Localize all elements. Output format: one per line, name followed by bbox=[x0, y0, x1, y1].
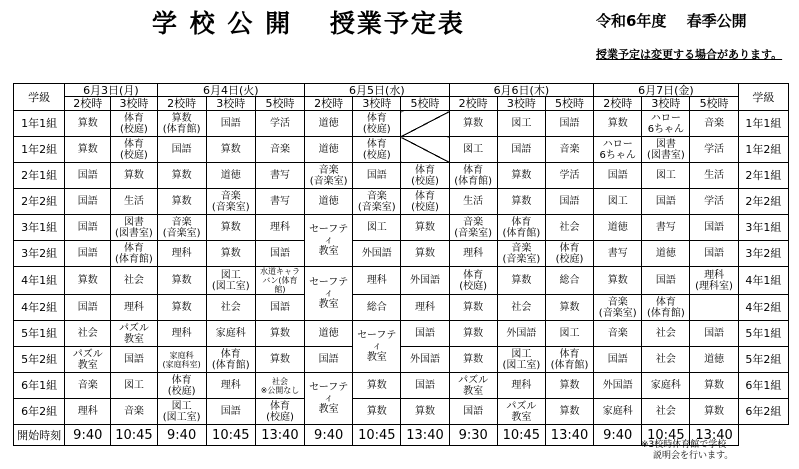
schedule-cell: パズル 教室 bbox=[65, 347, 111, 373]
schedule-cell: 音楽 (音楽室) bbox=[449, 215, 497, 241]
safety-class-cell: セーフティ 教室 bbox=[305, 267, 353, 321]
schedule-cell: 国語 bbox=[545, 189, 593, 215]
schedule-cell: 理科 bbox=[65, 399, 111, 425]
start-time: 13:40 bbox=[545, 425, 593, 446]
footnote-line-2: 説明会を行います。 bbox=[653, 451, 734, 461]
schedule-cell: 理科 bbox=[497, 373, 545, 399]
schedule-cell: 国語 bbox=[255, 295, 304, 321]
start-time: 9:40 bbox=[305, 425, 353, 446]
class-label: 4年1組 bbox=[738, 267, 788, 295]
schedule-cell: 体育 (体育館) bbox=[497, 215, 545, 241]
schedule-cell: 理科 bbox=[255, 215, 304, 241]
day-header: 6月7日(金) bbox=[594, 84, 739, 97]
schedule-cell: 算数 (体育館) bbox=[157, 111, 206, 137]
schedule-cell: 体育 (校庭) bbox=[157, 373, 206, 399]
schedule-cell: 国語 bbox=[690, 321, 738, 347]
header-period-row bbox=[14, 97, 789, 111]
day-header: 6月3日(月) bbox=[65, 84, 157, 97]
start-time: 9:30 bbox=[449, 425, 497, 446]
schedule-cell: 図工 bbox=[545, 321, 593, 347]
start-time: 9:40 bbox=[157, 425, 206, 446]
class-label: 5年2組 bbox=[738, 347, 788, 373]
start-time: 13:40 bbox=[255, 425, 304, 446]
start-time: 9:40 bbox=[594, 425, 642, 446]
period-header: 2校時 bbox=[449, 97, 497, 111]
start-time-label: 開始時刻 bbox=[14, 425, 65, 446]
schedule-cell: 国語 bbox=[206, 399, 255, 425]
schedule-cell: 算数 bbox=[65, 111, 111, 137]
schedule-cell: 家庭科 (家庭科室) bbox=[157, 347, 206, 373]
schedule-cell: パズル 教室 bbox=[449, 373, 497, 399]
schedule-cell: 国語 bbox=[690, 215, 738, 241]
table-row bbox=[14, 347, 789, 373]
schedule-cell: 図工 bbox=[642, 163, 690, 189]
footnote-line-1: ※3校時体育館で学校 bbox=[641, 440, 727, 450]
class-label: 4年2組 bbox=[738, 295, 788, 321]
schedule-cell: 理科 bbox=[157, 241, 206, 267]
schedule-cell: 体育 (体育館) bbox=[545, 347, 593, 373]
table-row bbox=[14, 399, 789, 425]
safety-class-cell: セーフティ 教室 bbox=[353, 321, 401, 373]
schedule-cell: 道徳 bbox=[594, 215, 642, 241]
schedule-cell: ハロー 6ちゃん bbox=[642, 111, 690, 137]
class-label: 2年2組 bbox=[738, 189, 788, 215]
class-label: 5年2組 bbox=[14, 347, 65, 373]
class-label: 1年2組 bbox=[14, 137, 65, 163]
schedule-cell: 理科 bbox=[353, 267, 401, 295]
period-header: 3校時 bbox=[497, 97, 545, 111]
period-header: 2校時 bbox=[65, 97, 111, 111]
schedule-cell: 図工 (図工室) bbox=[206, 267, 255, 295]
schedule-cell: 体育 (校庭) bbox=[353, 111, 401, 137]
schedule-cell: 体育 (校庭) bbox=[111, 137, 157, 163]
schedule-cell: 国語 bbox=[65, 295, 111, 321]
schedule-cell: 理科 bbox=[157, 321, 206, 347]
schedule-cell: 図工 bbox=[594, 189, 642, 215]
table-row bbox=[14, 295, 789, 321]
class-label: 5年1組 bbox=[738, 321, 788, 347]
schedule-cell: 外国語 bbox=[401, 347, 449, 373]
schedule-cell: 体育 (体育館) bbox=[642, 295, 690, 321]
safety-class-cell: セーフティ 教室 bbox=[305, 373, 353, 425]
schedule-cell: 図工 bbox=[111, 373, 157, 399]
schedule-cell: 道徳 bbox=[206, 163, 255, 189]
schedule-cell: 生活 bbox=[449, 189, 497, 215]
schedule-cell: 外国語 bbox=[497, 321, 545, 347]
schedule-cell: 体育 (校庭) bbox=[353, 137, 401, 163]
schedule-cell: 音楽 bbox=[690, 111, 738, 137]
schedule-cell: 国語 bbox=[353, 163, 401, 189]
class-label: 1年1組 bbox=[14, 111, 65, 137]
schedule-cell: 外国語 bbox=[353, 241, 401, 267]
schedule-cell: 算数 bbox=[594, 267, 642, 295]
schedule-cell: 理科 bbox=[206, 373, 255, 399]
start-time: 10:45 bbox=[642, 425, 690, 446]
schedule-cell: 音楽 (音楽室) bbox=[497, 241, 545, 267]
safety-class-cell: セーフティ 教室 bbox=[305, 215, 353, 267]
schedule-cell: 算数 bbox=[449, 111, 497, 137]
schedule-cell: 算数 bbox=[449, 295, 497, 321]
change-notice: 授業予定は変更する場合があります。 bbox=[596, 48, 783, 61]
schedule-cell: 国語 bbox=[497, 137, 545, 163]
schedule-cell: 算数 bbox=[401, 241, 449, 267]
schedule-cell: 国語 bbox=[401, 373, 449, 399]
schedule-cell: 書写 bbox=[255, 189, 304, 215]
schedule-cell: 書写 bbox=[255, 163, 304, 189]
schedule-cell: 社会 bbox=[111, 267, 157, 295]
schedule-cell: 算数 bbox=[157, 295, 206, 321]
schedule-cell: 総合 bbox=[545, 267, 593, 295]
schedule-cell: 図書 (図書室) bbox=[111, 215, 157, 241]
table-row bbox=[14, 241, 789, 267]
schedule-cell: 算数 bbox=[255, 347, 304, 373]
schedule-cell: 図工 bbox=[353, 215, 401, 241]
schedule-cell: 理科 bbox=[449, 241, 497, 267]
schedule-cell: パズル 教室 bbox=[497, 399, 545, 425]
schedule-cell: 道徳 bbox=[305, 321, 353, 347]
schedule-cell: 国語 bbox=[690, 241, 738, 267]
schedule-cell: 国語 bbox=[65, 241, 111, 267]
schedule-cell: 学活 bbox=[690, 189, 738, 215]
schedule-cell: 国語 bbox=[255, 241, 304, 267]
schedule-cell: 理科 bbox=[111, 295, 157, 321]
schedule-cell: 社会 bbox=[65, 321, 111, 347]
schedule-cell: 算数 bbox=[65, 137, 111, 163]
blank-cell bbox=[738, 425, 788, 446]
schedule-cell: 体育 (校庭) bbox=[255, 399, 304, 425]
schedule-cell: 体育 (校庭) bbox=[401, 189, 449, 215]
start-time: 10:45 bbox=[497, 425, 545, 446]
schedule-cell: 理科 (理科室) bbox=[690, 267, 738, 295]
period-header: 2校時 bbox=[157, 97, 206, 111]
period-header: 5校時 bbox=[690, 97, 738, 111]
schedule-cell: 音楽 bbox=[594, 321, 642, 347]
schedule-cell: 道徳 bbox=[305, 111, 353, 137]
schedule-cell: 国語 bbox=[65, 189, 111, 215]
schedule-cell: 算数 bbox=[65, 267, 111, 295]
schedule-cell: 図工 (図工室) bbox=[157, 399, 206, 425]
class-label: 2年1組 bbox=[738, 163, 788, 189]
schedule-cell: 算数 bbox=[353, 399, 401, 425]
schedule-cell: 音楽 (音楽室) bbox=[353, 189, 401, 215]
schedule-cell: 算数 bbox=[545, 399, 593, 425]
schedule-cell: 国語 bbox=[449, 399, 497, 425]
schedule-cell: 体育 (体育館) bbox=[206, 347, 255, 373]
schedule-cell: 学活 bbox=[255, 111, 304, 137]
class-label: 6年1組 bbox=[14, 373, 65, 399]
schedule-cell: 算数 bbox=[353, 373, 401, 399]
day-header: 6月5日(水) bbox=[305, 84, 450, 97]
table-row bbox=[14, 163, 789, 189]
table-row bbox=[14, 111, 789, 137]
schedule-cell: 算数 bbox=[497, 163, 545, 189]
day-header: 6月6日(木) bbox=[449, 84, 594, 97]
schedule-cell: 家庭科 bbox=[206, 321, 255, 347]
class-label: 6年2組 bbox=[14, 399, 65, 425]
schedule-cell: 外国語 bbox=[401, 267, 449, 295]
class-label: 6年1組 bbox=[738, 373, 788, 399]
class-label: 3年2組 bbox=[738, 241, 788, 267]
class-label: 4年1組 bbox=[14, 267, 65, 295]
schedule-cell: 書写 bbox=[642, 215, 690, 241]
day-header: 6月4日(火) bbox=[157, 84, 305, 97]
class-label: 3年2組 bbox=[14, 241, 65, 267]
schedule-cell: 道徳 bbox=[642, 241, 690, 267]
schedule-cell: 算数 bbox=[401, 399, 449, 425]
table-row bbox=[14, 215, 789, 241]
schedule-cell: 音楽 (音楽室) bbox=[594, 295, 642, 321]
schedule-cell: 生活 bbox=[111, 189, 157, 215]
schedule-cell: 体育 (校庭) bbox=[449, 267, 497, 295]
schedule-cell: 算数 bbox=[449, 321, 497, 347]
schedule-cell: 算数 bbox=[206, 215, 255, 241]
schedule-cell: 図書 (図書室) bbox=[642, 137, 690, 163]
blank-cell bbox=[401, 111, 449, 137]
schedule-cell: 図工 bbox=[449, 137, 497, 163]
period-header: 3校時 bbox=[111, 97, 157, 111]
class-label: 6年2組 bbox=[738, 399, 788, 425]
footnote bbox=[641, 440, 733, 462]
schedule-cell: 算数 bbox=[690, 373, 738, 399]
blank-cell bbox=[401, 137, 449, 163]
schedule-cell: 国語 bbox=[206, 111, 255, 137]
period-header: 2校時 bbox=[594, 97, 642, 111]
schedule-cell: 国語 bbox=[65, 163, 111, 189]
schedule-cell: 算数 bbox=[157, 267, 206, 295]
schedule-cell: 算数 bbox=[545, 295, 593, 321]
class-label: 3年1組 bbox=[14, 215, 65, 241]
schedule-cell: 体育 (体育館) bbox=[111, 241, 157, 267]
class-label: 3年1組 bbox=[738, 215, 788, 241]
class-label: 4年2組 bbox=[14, 295, 65, 321]
schedule-cell: 外国語 bbox=[594, 373, 642, 399]
grade-header: 学級 bbox=[738, 84, 788, 111]
start-time: 9:40 bbox=[65, 425, 111, 446]
schedule-cell: 国語 bbox=[157, 137, 206, 163]
class-label: 2年2組 bbox=[14, 189, 65, 215]
schedule-cell: 算数 bbox=[206, 241, 255, 267]
schedule-cell: 音楽 (音楽室) bbox=[305, 163, 353, 189]
period-header: 3校時 bbox=[206, 97, 255, 111]
period-header: 2校時 bbox=[305, 97, 353, 111]
schedule-cell: 図工 bbox=[497, 111, 545, 137]
table-row bbox=[14, 373, 789, 399]
table-row bbox=[14, 321, 789, 347]
schedule-cell: 書写 bbox=[594, 241, 642, 267]
schedule-cell: 音楽 bbox=[255, 137, 304, 163]
grade-header: 学級 bbox=[14, 84, 65, 111]
schedule-cell: 道徳 bbox=[305, 189, 353, 215]
page-title: 学 校 公 開 授業予定表 bbox=[152, 9, 465, 38]
schedule-cell: 音楽 bbox=[545, 137, 593, 163]
schedule-cell: 社会 bbox=[642, 321, 690, 347]
schedule-cell: 国語 bbox=[111, 347, 157, 373]
period-header: 3校時 bbox=[353, 97, 401, 111]
schedule-cell: 理科 bbox=[401, 295, 449, 321]
schedule-cell: ハロー 6ちゃん bbox=[594, 137, 642, 163]
schedule-cell: 音楽 (音楽室) bbox=[206, 189, 255, 215]
schedule-cell: 学活 bbox=[545, 163, 593, 189]
schedule-cell: 音楽 bbox=[65, 373, 111, 399]
schedule-cell: 算数 bbox=[594, 111, 642, 137]
start-time: 10:45 bbox=[353, 425, 401, 446]
schedule-cell: 音楽 bbox=[111, 399, 157, 425]
start-time: 13:40 bbox=[690, 425, 738, 446]
schedule-cell: 算数 bbox=[497, 267, 545, 295]
schedule-cell: 国語 bbox=[305, 347, 353, 373]
period-header: 5校時 bbox=[255, 97, 304, 111]
schedule-cell: 体育 (体育館) bbox=[449, 163, 497, 189]
schedule-cell: 社会 ※公開なし bbox=[255, 373, 304, 399]
schedule-cell: 社会 bbox=[642, 399, 690, 425]
class-label: 1年2組 bbox=[738, 137, 788, 163]
schedule-cell: 水道キャラ バン(体育 館) bbox=[255, 267, 304, 295]
schedule-cell: 道徳 bbox=[305, 137, 353, 163]
table-row bbox=[14, 267, 789, 295]
schedule-cell: 社会 bbox=[206, 295, 255, 321]
period-header: 3校時 bbox=[642, 97, 690, 111]
header-date-row bbox=[14, 84, 789, 97]
schedule-cell: 算数 bbox=[157, 163, 206, 189]
schedule-cell: 算数 bbox=[545, 373, 593, 399]
class-label: 5年1組 bbox=[14, 321, 65, 347]
schedule-cell: パズル 教室 bbox=[111, 321, 157, 347]
start-time: 10:45 bbox=[206, 425, 255, 446]
schedule-cell: 家庭科 bbox=[642, 373, 690, 399]
schedule-cell: 国語 bbox=[642, 267, 690, 295]
table-row bbox=[14, 137, 789, 163]
schedule-cell: 生活 bbox=[690, 163, 738, 189]
start-time: 13:40 bbox=[401, 425, 449, 446]
schedule-cell: 社会 bbox=[642, 347, 690, 373]
schedule-cell: 算数 bbox=[449, 347, 497, 373]
schedule-cell: 算数 bbox=[401, 215, 449, 241]
term-label: 令和6年度 春季公開 bbox=[596, 12, 747, 30]
schedule-cell: 体育 (校庭) bbox=[401, 163, 449, 189]
schedule-cell: 算数 bbox=[111, 163, 157, 189]
schedule-cell: 国語 bbox=[594, 163, 642, 189]
schedule-table bbox=[13, 83, 789, 446]
schedule-cell: 社会 bbox=[545, 215, 593, 241]
schedule-cell: 図工 (図工室) bbox=[497, 347, 545, 373]
schedule-cell: 学活 bbox=[690, 137, 738, 163]
schedule-cell: 総合 bbox=[353, 295, 401, 321]
schedule-cell: 家庭科 bbox=[594, 399, 642, 425]
schedule-cell: 社会 bbox=[497, 295, 545, 321]
schedule-cell: 国語 bbox=[65, 215, 111, 241]
schedule-cell: 算数 bbox=[690, 399, 738, 425]
schedule-cell: 国語 bbox=[642, 189, 690, 215]
schedule-cell: 算数 bbox=[157, 189, 206, 215]
schedule-cell: 国語 bbox=[401, 321, 449, 347]
period-header: 5校時 bbox=[401, 97, 449, 111]
schedule-cell: 体育 (校庭) bbox=[545, 241, 593, 267]
period-header: 5校時 bbox=[545, 97, 593, 111]
schedule-cell: 算数 bbox=[255, 321, 304, 347]
class-label: 2年1組 bbox=[14, 163, 65, 189]
schedule-cell: 国語 bbox=[594, 347, 642, 373]
start-time: 10:45 bbox=[111, 425, 157, 446]
schedule-cell: 算数 bbox=[206, 137, 255, 163]
schedule-cell: 算数 bbox=[497, 189, 545, 215]
table-row bbox=[14, 189, 789, 215]
schedule-cell: 体育 (校庭) bbox=[111, 111, 157, 137]
schedule-cell: 道徳 bbox=[690, 347, 738, 373]
schedule-cell: 音楽 (音楽室) bbox=[157, 215, 206, 241]
class-label: 1年1組 bbox=[738, 111, 788, 137]
schedule-cell: 国語 bbox=[545, 111, 593, 137]
schedule-cell bbox=[690, 295, 738, 321]
